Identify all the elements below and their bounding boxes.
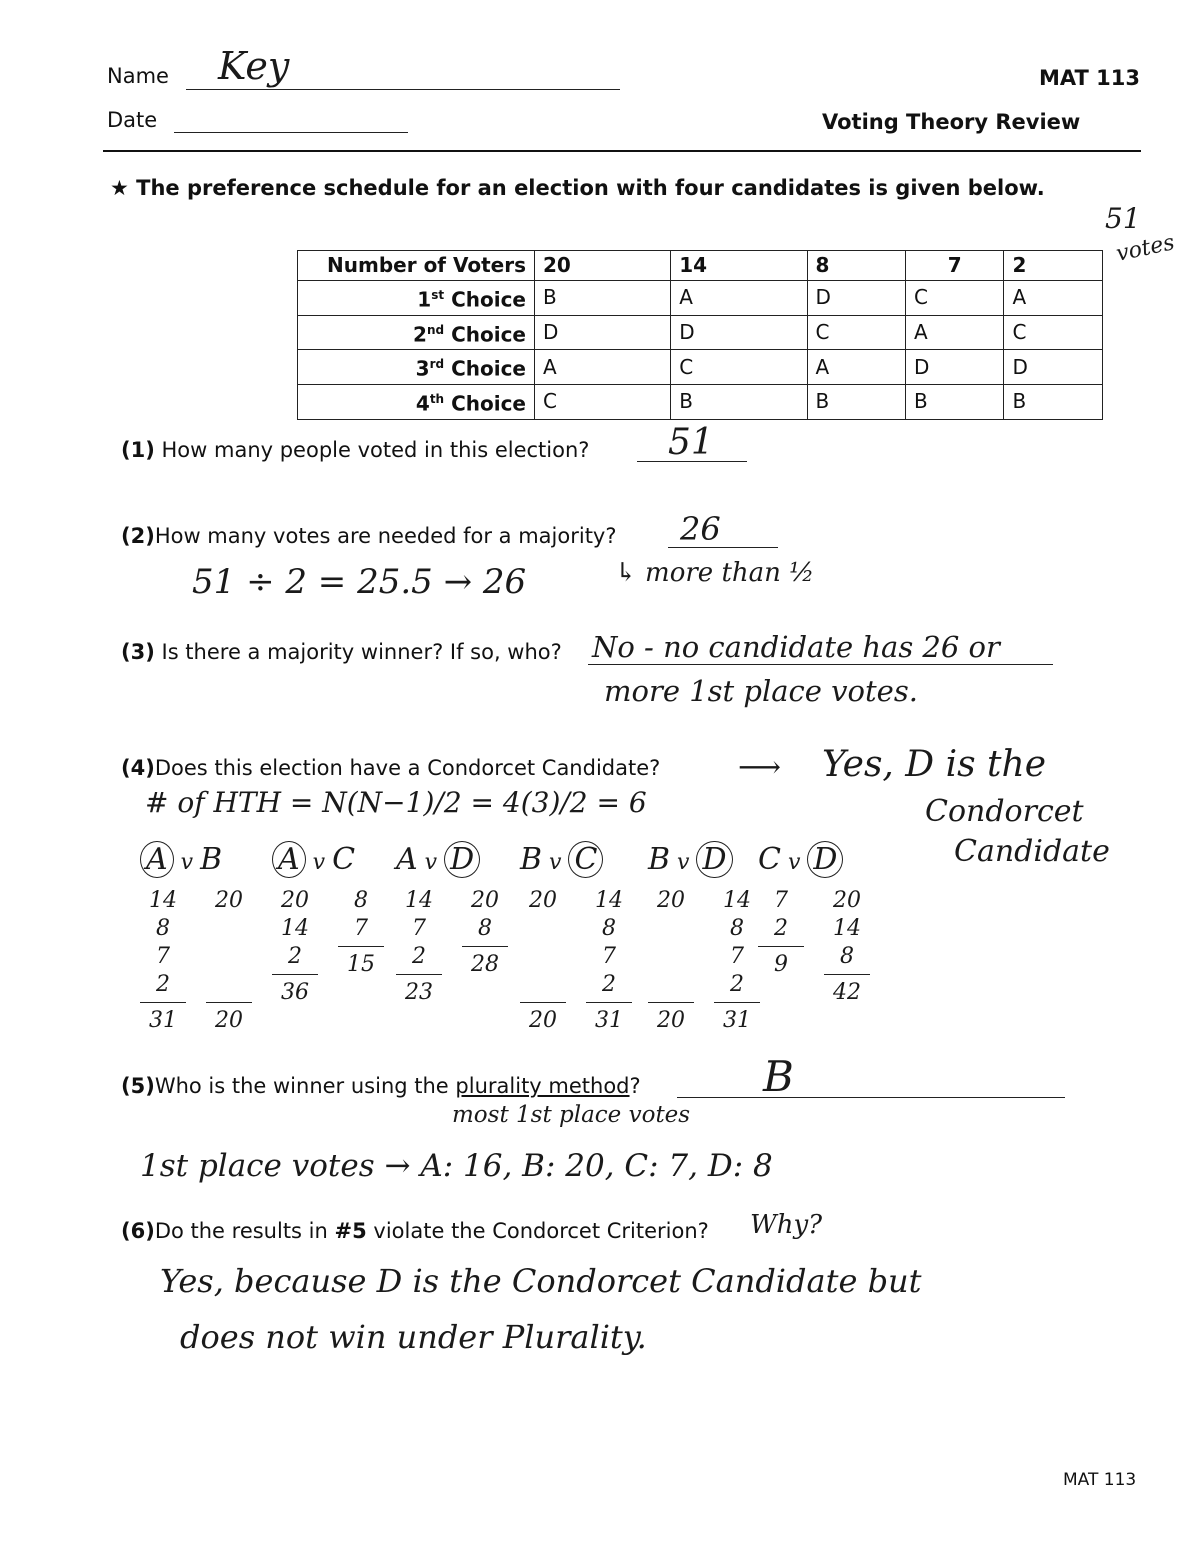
matchup-heading	[520, 842, 603, 877]
matchup-heading	[648, 842, 733, 877]
choice-label: 3rd Choice	[298, 350, 535, 385]
first-place-tally: 1st place votes → A: 16, B: 20, C: 7, D: 8	[140, 1148, 773, 1184]
matchup-candidate: C	[332, 842, 356, 877]
vote-count: 20	[281, 888, 309, 913]
matchup-heading	[272, 842, 355, 877]
vote-total: 31	[149, 1008, 177, 1033]
sum-line	[714, 1002, 760, 1003]
sum-line	[140, 1002, 186, 1003]
vote-count: 20	[657, 888, 685, 913]
answer-6-line-2: does not win under Plurality.	[180, 1318, 647, 1356]
matchup-versus: v	[542, 850, 569, 875]
vote-count: 7	[354, 916, 368, 941]
vote-total: 15	[347, 952, 375, 977]
preference-schedule	[297, 250, 1103, 420]
question-5: (5)Who is the winner using the plurality method?	[121, 1074, 641, 1098]
vote-count: 14	[833, 916, 861, 941]
vote-count: 8	[156, 916, 170, 941]
vote-count: 8	[602, 916, 616, 941]
matchup-candidate: B	[520, 842, 543, 877]
table-row	[298, 315, 1103, 350]
choice-label: 1st Choice	[298, 281, 535, 316]
choice-label: 2nd Choice	[298, 315, 535, 350]
plurality-note: most 1st place votes	[452, 1102, 691, 1128]
voter-count: 14	[671, 251, 807, 281]
vote-count: 2	[156, 972, 170, 997]
vote-count: 7	[730, 944, 744, 969]
intro-text: ★ The preference schedule for an election with four candidates is given below.	[110, 176, 1045, 200]
worksheet-title: Voting Theory Review	[822, 110, 1081, 134]
table-cell: D	[906, 350, 1004, 385]
vote-count: 8	[354, 888, 368, 913]
voter-count: 2	[1004, 251, 1103, 281]
vote-count: 8	[840, 944, 854, 969]
matchup-candidate: A	[140, 841, 174, 878]
page-footer: MAT 113	[1063, 1470, 1137, 1490]
matchup-versus: v	[305, 850, 333, 875]
sum-line	[520, 1002, 566, 1003]
table-cell: B	[535, 281, 671, 316]
matchup-candidate: C	[758, 842, 781, 877]
head-to-head-formula: # of HTH = N(N−1)/2 = 4(3)/2 = 6	[145, 786, 647, 819]
matchup-candidate: D	[807, 841, 843, 878]
table-cell: D	[535, 315, 671, 350]
vote-total: 42	[833, 980, 861, 1005]
name-label: Name	[107, 64, 169, 88]
vote-count: 8	[478, 916, 492, 941]
table-cell: C	[906, 281, 1004, 316]
matchup-heading	[396, 842, 480, 877]
vote-count: 7	[774, 888, 788, 913]
matchup-versus: v	[417, 850, 445, 875]
answer-line-3[interactable]	[588, 664, 1053, 665]
matchup-heading	[140, 842, 222, 877]
vote-count: 2	[288, 944, 302, 969]
table-cell: D	[1004, 350, 1103, 385]
table-row	[298, 251, 1103, 281]
matchup-versus: v	[173, 850, 201, 875]
voters-header: Number of Voters	[298, 251, 535, 281]
table-cell: A	[535, 350, 671, 385]
star-icon: ★	[110, 176, 129, 200]
why-note: Why?	[750, 1210, 823, 1240]
table-cell: C	[1004, 315, 1103, 350]
sum-line	[648, 1002, 694, 1003]
vote-total: 31	[723, 1008, 751, 1033]
table-cell: D	[671, 315, 807, 350]
vote-total: 20	[215, 1008, 243, 1033]
name-line	[186, 89, 620, 90]
sum-line	[586, 1002, 632, 1003]
sum-line	[338, 946, 384, 947]
date-line[interactable]	[174, 132, 408, 133]
answer-1: 51	[668, 422, 714, 463]
answer-3-line-1: No - no candidate has 26 or	[592, 630, 1000, 664]
sum-line	[758, 946, 804, 947]
table-cell: C	[671, 350, 807, 385]
vote-count: 14	[149, 888, 177, 913]
vote-total: 23	[405, 980, 433, 1005]
matchup-candidate: C	[568, 841, 603, 878]
answer-3-line-2: more 1st place votes.	[604, 674, 918, 708]
answer-5: B	[763, 1052, 794, 1101]
vote-count: 14	[405, 888, 433, 913]
vote-total: 20	[529, 1008, 557, 1033]
vote-count: 2	[412, 944, 426, 969]
matchup-candidate: D	[444, 841, 480, 878]
sum-line	[824, 974, 870, 975]
vote-count: 14	[281, 916, 309, 941]
voter-count: 20	[535, 251, 671, 281]
question-4: (4)Does this election have a Condorcet Candidate?	[121, 756, 661, 780]
matchup-candidate: A	[396, 842, 418, 877]
margin-note-label: votes	[1114, 230, 1177, 267]
vote-count: 7	[412, 916, 426, 941]
table-cell: B	[671, 384, 807, 419]
table-cell: A	[671, 281, 807, 316]
table-cell: A	[906, 315, 1004, 350]
header-rule	[103, 150, 1141, 152]
matchup-candidate: B	[648, 842, 671, 877]
vote-count: 20	[529, 888, 557, 913]
margin-note-count: 51	[1105, 202, 1141, 235]
table-cell: A	[807, 350, 905, 385]
sum-line	[206, 1002, 252, 1003]
table-row	[298, 281, 1103, 316]
majority-work: 51 ÷ 2 = 25.5 → 26	[192, 562, 527, 602]
question-6: (6)Do the results in #5 violate the Condorcet Criterion?	[121, 1219, 709, 1243]
answer-2: 26	[680, 510, 721, 548]
question-1: (1) How many people voted in this election?	[121, 438, 590, 462]
answer-4-line-2: Condorcet	[925, 794, 1084, 829]
answer-6-line-1: Yes, because D is the Condorcet Candidate but	[160, 1262, 922, 1300]
vote-count: 20	[471, 888, 499, 913]
vote-count: 20	[215, 888, 243, 913]
table-cell: C	[535, 384, 671, 419]
sum-line	[396, 974, 442, 975]
table-cell: C	[807, 315, 905, 350]
majority-note: ↳ more than ½	[615, 558, 815, 588]
sum-line	[272, 974, 318, 975]
vote-count: 7	[602, 944, 616, 969]
table-cell: B	[807, 384, 905, 419]
matchup-versus: v	[780, 850, 808, 875]
matchup-candidate: A	[272, 841, 306, 878]
course-code: MAT 113	[1039, 66, 1140, 90]
vote-total: 20	[657, 1008, 685, 1033]
vote-total: 9	[774, 952, 788, 977]
vote-count: 8	[730, 916, 744, 941]
voter-count: 7	[906, 251, 1004, 281]
matchup-candidate: B	[200, 842, 223, 877]
date-label: Date	[107, 108, 158, 132]
table-cell: B	[1004, 384, 1103, 419]
vote-count: 14	[723, 888, 751, 913]
answer-4-line-1: Yes, D is the	[822, 744, 1046, 785]
sum-line	[462, 946, 508, 947]
vote-total: 28	[471, 952, 499, 977]
matchup-versus: v	[670, 850, 697, 875]
name-value[interactable]: Key	[218, 44, 290, 88]
vote-count: 2	[730, 972, 744, 997]
vote-count: 2	[774, 916, 788, 941]
vote-total: 36	[281, 980, 309, 1005]
question-2: (2)How many votes are needed for a majority?	[121, 524, 617, 548]
matchup-heading	[758, 842, 843, 877]
matchup-candidate: D	[696, 841, 732, 878]
vote-total: 31	[595, 1008, 623, 1033]
table-cell: A	[1004, 281, 1103, 316]
table-row	[298, 350, 1103, 385]
voter-count: 8	[807, 251, 905, 281]
vote-count: 14	[595, 888, 623, 913]
choice-label: 4th Choice	[298, 384, 535, 419]
table-row	[298, 384, 1103, 419]
vote-count: 20	[833, 888, 861, 913]
arrow-icon: ⟶	[738, 750, 782, 785]
table-cell: B	[906, 384, 1004, 419]
vote-count: 7	[156, 944, 170, 969]
vote-count: 2	[602, 972, 616, 997]
table-cell: D	[807, 281, 905, 316]
answer-line-5[interactable]	[677, 1097, 1065, 1098]
question-3: (3) Is there a majority winner? If so, who?	[121, 640, 562, 664]
answer-4-line-3: Candidate	[954, 834, 1110, 869]
